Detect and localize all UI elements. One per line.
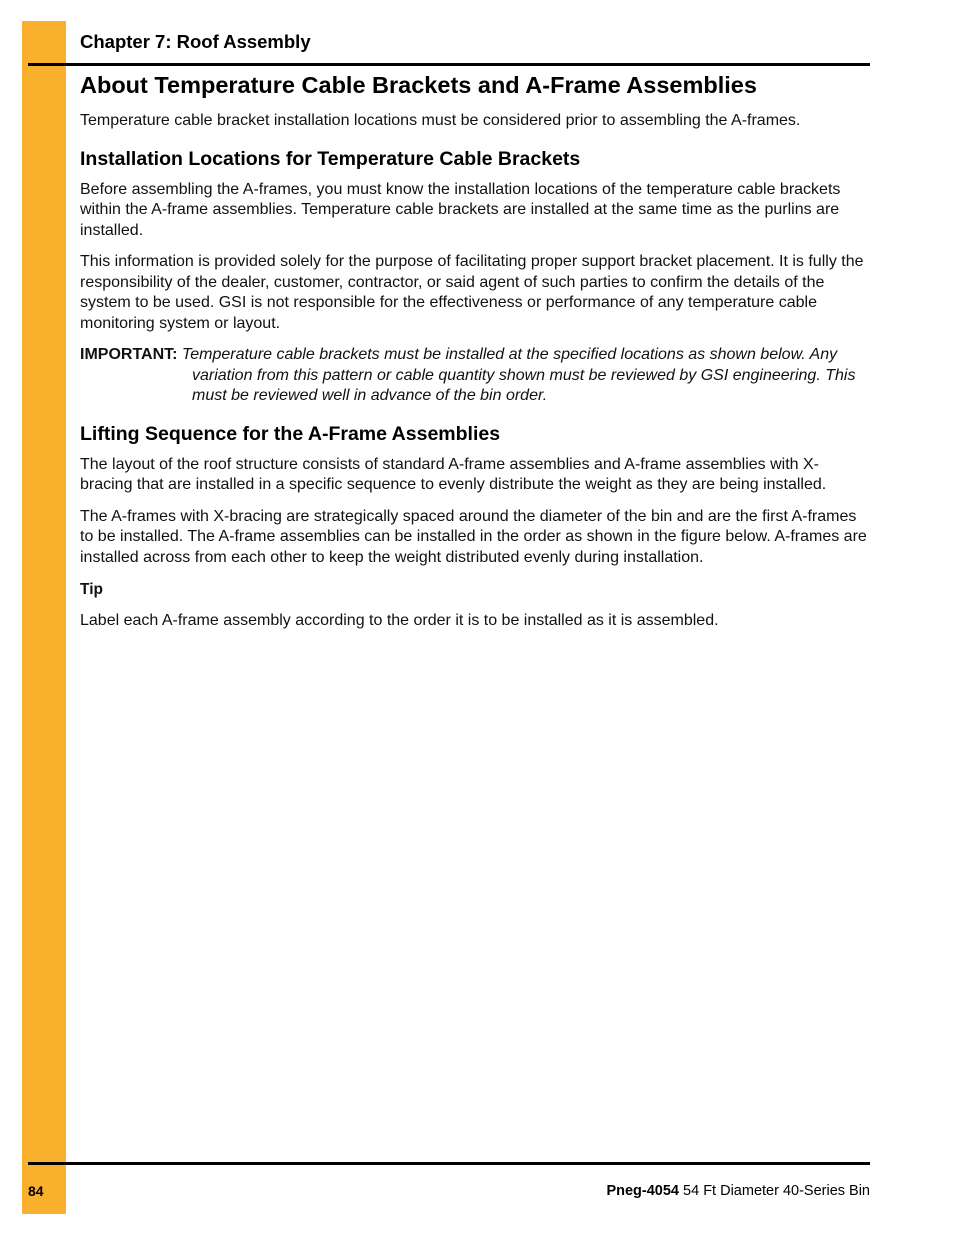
installation-paragraph-1: Before assembling the A-frames, you must know the installation locations of the temperature cable brackets within the A-frame assemblies. Temperature cable brackets are installed at the same time as the purlins are installed. [80,180,841,239]
important-label: IMPORTANT: [80,346,178,363]
important-text: Temperature cable brackets must be installed at the specified locations as shown below. Any variation from this pattern or cable quantity shown must be reviewed by GSI engineering. This must be reviewed well in advance of the bin order. [181,346,856,404]
document-info [606,1183,870,1199]
footer-rule [28,1162,870,1165]
lifting-heading: Lifting Sequence for the A-Frame Assemblies [80,422,501,445]
document-title: 54 Ft Diameter 40-Series Bin [683,1183,870,1199]
lifting-paragraph-2: The A-frames with X-bracing are strategically spaced around the diameter of the bin and are the first A-frames to be installed. The A-frame assemblies can be installed in the order as shown in the figure below. A-frames are installed across from each other to keep the weight distributed evenly during installation. [80,507,867,566]
page-number: 84 [28,1183,44,1199]
header-rule [28,63,870,66]
page-content [80,70,870,632]
installation-heading: Installation Locations for Temperature Cable Brackets [80,147,581,170]
page-title: About Temperature Cable Brackets and A-Frame Assemblies [80,72,757,98]
installation-paragraph-2: This information is provided solely for the purpose of facilitating proper support bracket placement. It is fully the responsibility of the dealer, customer, contractor, or said agent of such parties to confirm the details of the system to be used. GSI is not responsible for the effectiveness or performance of any temperature cable monitoring system or layout. [80,253,864,332]
intro-paragraph: Temperature cable bracket installation locations must be considered prior to assembling the A-frames. [80,112,801,129]
document-code: Pneg-4054 [606,1183,679,1199]
important-note [80,345,870,407]
chapter-accent-bar [22,21,66,1214]
chapter-header: Chapter 7: Roof Assembly [80,31,311,52]
tip-text: Label each A-frame assembly according to the order it is to be installed as it is assembled. [80,612,719,629]
lifting-paragraph-1: The layout of the roof structure consists of standard A-frame assemblies and A-frame assemblies with X-bracing that are installed in a specific sequence to evenly distribute the weight as they are being installed. [80,455,827,493]
tip-label: Tip [80,581,103,598]
